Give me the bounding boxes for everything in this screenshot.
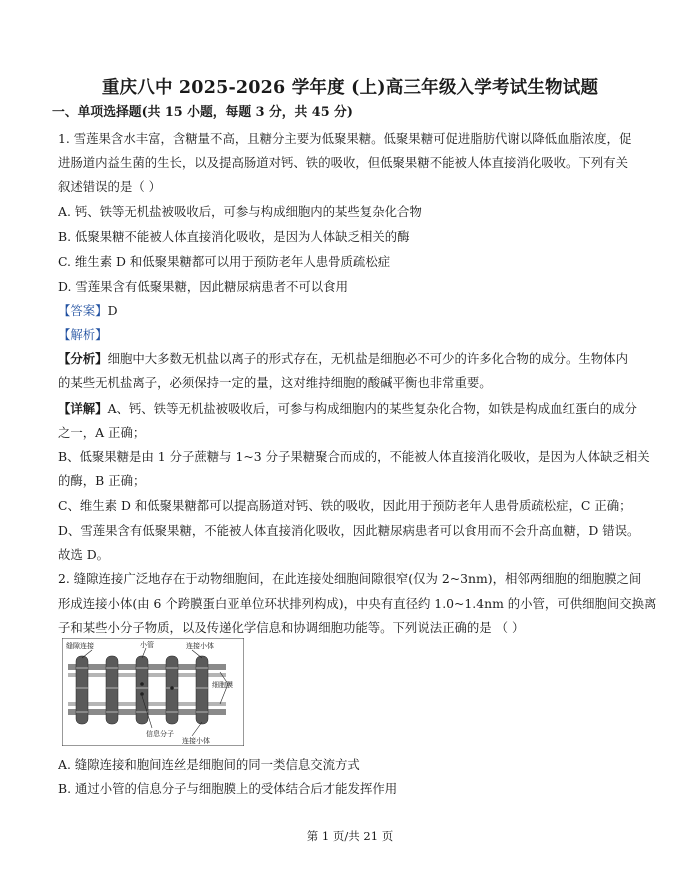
q1-xiangjie-line-7: 故选 D。 <box>58 547 110 562</box>
q1-fenxi-line-1 <box>58 350 658 368</box>
q2-option-b: B. 通过小管的信息分子与细胞膜上的受体结合后才能发挥作用 <box>58 781 398 796</box>
label-gap-junction: 缝隙连接 <box>66 642 94 650</box>
fenxi-tag: 【分析】 <box>58 351 108 366</box>
answer-tag: 【答案】 <box>58 303 108 318</box>
q2-option-a: A. 缝隙连接和胞间连丝是细胞间的同一类信息交流方式 <box>58 757 360 772</box>
analysis-tag: 【解析】 <box>58 327 108 342</box>
q2-stem-line-1: 2. 缝隙连接广泛地存在于动物细胞间，在此连接处细胞间隙很窄(仅为 2~3nm)，相邻两细胞的细胞膜之间 <box>58 571 642 586</box>
xiangjie-text-1: A、钙、铁等无机盐被吸收后，可参与构成细胞内的某些复杂化合物，如铁是构成血红蛋白的成分 <box>107 401 637 416</box>
xiangjie-tag: 【详解】 <box>58 401 108 416</box>
q2-stem-line-3: 子和某些小分子物质，以及传递化学信息和协调细胞功能等。下列说法正确的是 （ ） <box>58 620 525 635</box>
gap-junction-diagram <box>62 638 244 746</box>
q1-stem-line-2: 进肠道内益生菌的生长，以及提高肠道对钙、铁的吸收，但低聚果糖不能被人体直接消化吸收。下列有关 <box>58 155 628 170</box>
q1-xiangjie-line-1 <box>58 400 658 418</box>
q1-answer <box>58 302 658 320</box>
q1-fenxi-line-2: 的某些无机盐离子，必须保持一定的量，这对维持细胞的酸碱平衡也非常重要。 <box>58 375 492 390</box>
answer-value: D <box>107 303 118 318</box>
label-membrane: 细胞膜 <box>212 681 233 689</box>
label-connexon-bottom: 连接小体 <box>182 737 210 745</box>
q1-xiangjie-line-5: C、维生素 D 和低聚果糖都可以提高肠道对钙、铁的吸收，因此用于预防老年人患骨质疏松症，C 正确； <box>58 498 632 513</box>
label-signal-molecule: 信息分子 <box>146 730 174 738</box>
q1-option-b: B. 低聚果糖不能被人体直接消化吸收，是因为人体缺乏相关的酶 <box>58 229 410 244</box>
q1-stem-line-1: 1. 雪莲果含水丰富，含糖量不高，且糖分主要为低聚果糖。低聚果糖可促进脂肪代谢以降低血脂浓度，促 <box>58 131 632 146</box>
q1-option-a: A. 钙、铁等无机盐被吸收后，可参与构成细胞内的某些复杂化合物 <box>58 204 422 219</box>
q1-option-d: D. 雪莲果含有低聚果糖，因此糖尿病患者不可以食用 <box>58 279 348 294</box>
fenxi-text-1: 细胞中大多数无机盐以离子的形式存在，无机盐是细胞必不可少的许多化合物的成分。生物体内 <box>107 351 628 366</box>
q1-xiangjie-line-4: 的酶，B 正确； <box>58 473 146 488</box>
q1-analysis-heading <box>58 326 658 344</box>
q1-option-c: C. 维生素 D 和低聚果糖都可以用于预防老年人患骨质疏松症 <box>58 254 391 269</box>
label-tube: 小管 <box>140 641 154 649</box>
q1-stem-line-3: 叙述错误的是（ ） <box>58 179 162 194</box>
page-footer: 第 1 页/共 21 页 <box>306 829 394 843</box>
q1-xiangjie-line-6: D、雪莲果含有低聚果糖，不能被人体直接消化吸收，因此糖尿病患者可以食用而不会升高血糖，D 错误。 <box>58 523 640 538</box>
page-title: 重庆八中 2025-2026 学年度 (上)高三年级入学考试生物试题 <box>101 78 599 98</box>
q1-xiangjie-line-3: B、低聚果糖是由 1 分子蔗糖与 1~3 分子果糖聚合而成的，不能被人体直接消化吸收，是因为人体缺乏相关 <box>58 449 650 464</box>
q2-stem-line-2: 形成连接小体(由 6 个跨膜蛋白亚单位环状排列构成)，中央有直径约 1.0~1.4nm 的小管，可供细胞间交换离 <box>58 596 657 611</box>
label-connexon-top: 连接小体 <box>186 642 214 650</box>
q1-xiangjie-line-2: 之一，A 正确； <box>58 425 146 440</box>
section-heading: 一、单项选择题(共 15 小题，每题 3 分，共 45 分) <box>52 105 353 120</box>
